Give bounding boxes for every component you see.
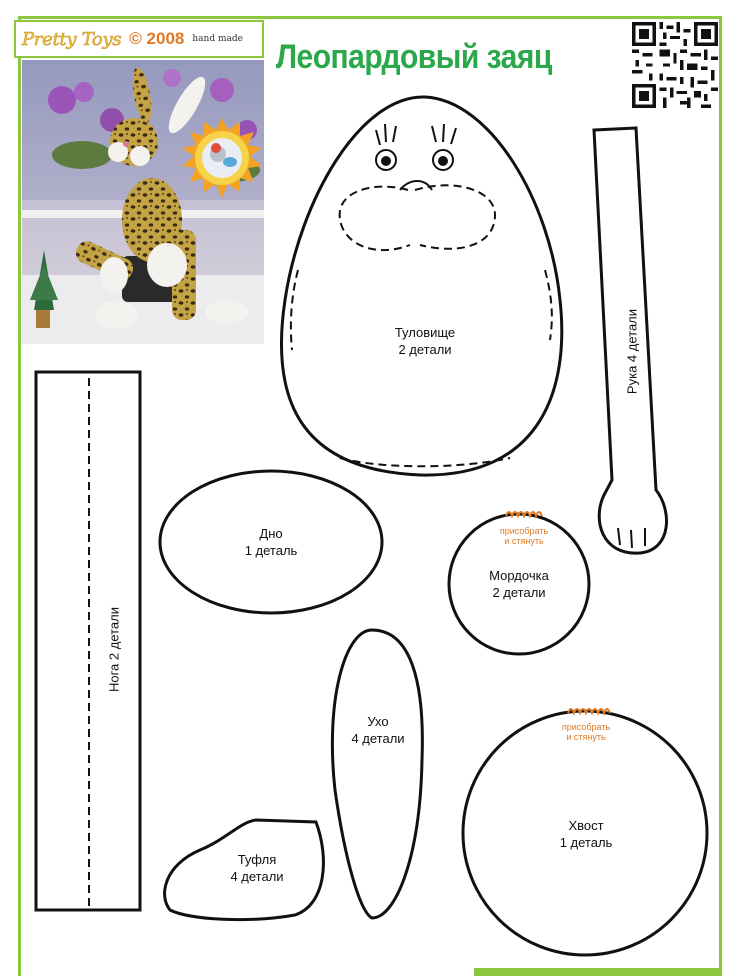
muzzle-note — [484, 526, 564, 546]
ear-piece — [332, 630, 422, 918]
body-count: 2 детали — [398, 342, 452, 357]
muzzle-note-line1: присобрать — [499, 526, 549, 536]
muzzle-name: Мордочка — [489, 568, 549, 583]
ear-name: Ухо — [367, 714, 389, 729]
tail-note — [546, 722, 626, 742]
bottom-label — [216, 525, 326, 559]
arm-label: Рука 4 детали — [624, 308, 640, 395]
tail-count: 1 деталь — [559, 835, 613, 850]
ear-count: 4 детали — [351, 731, 405, 746]
tail-name: Хвост — [568, 818, 604, 833]
muzzle-note-line2: и стянуть — [504, 536, 544, 546]
muzzle-label — [464, 567, 574, 601]
tail-label — [531, 817, 641, 851]
brand-year: © 2008 — [129, 29, 185, 48]
muzzle-count: 2 детали — [492, 585, 546, 600]
bottom-name: Дно — [259, 526, 283, 541]
tail-note-line2: и стянуть — [566, 732, 606, 742]
ear-label — [323, 713, 433, 747]
body-piece — [281, 97, 561, 475]
footer-strip — [474, 968, 722, 976]
brand-name: Pretty Toys — [22, 28, 122, 50]
shoe-count: 4 детали — [230, 869, 284, 884]
body-label — [370, 324, 480, 358]
shoe-label — [202, 851, 312, 885]
tail-note-line1: присобрать — [561, 722, 611, 732]
bottom-count: 1 деталь — [244, 543, 298, 558]
leg-label: Нога 2 детали — [106, 606, 122, 693]
shoe-name: Туфля — [237, 852, 277, 867]
page-title: Леопардовый заяц — [276, 38, 552, 76]
body-name: Туловище — [394, 325, 456, 340]
handmade-label: hand made — [192, 34, 243, 44]
